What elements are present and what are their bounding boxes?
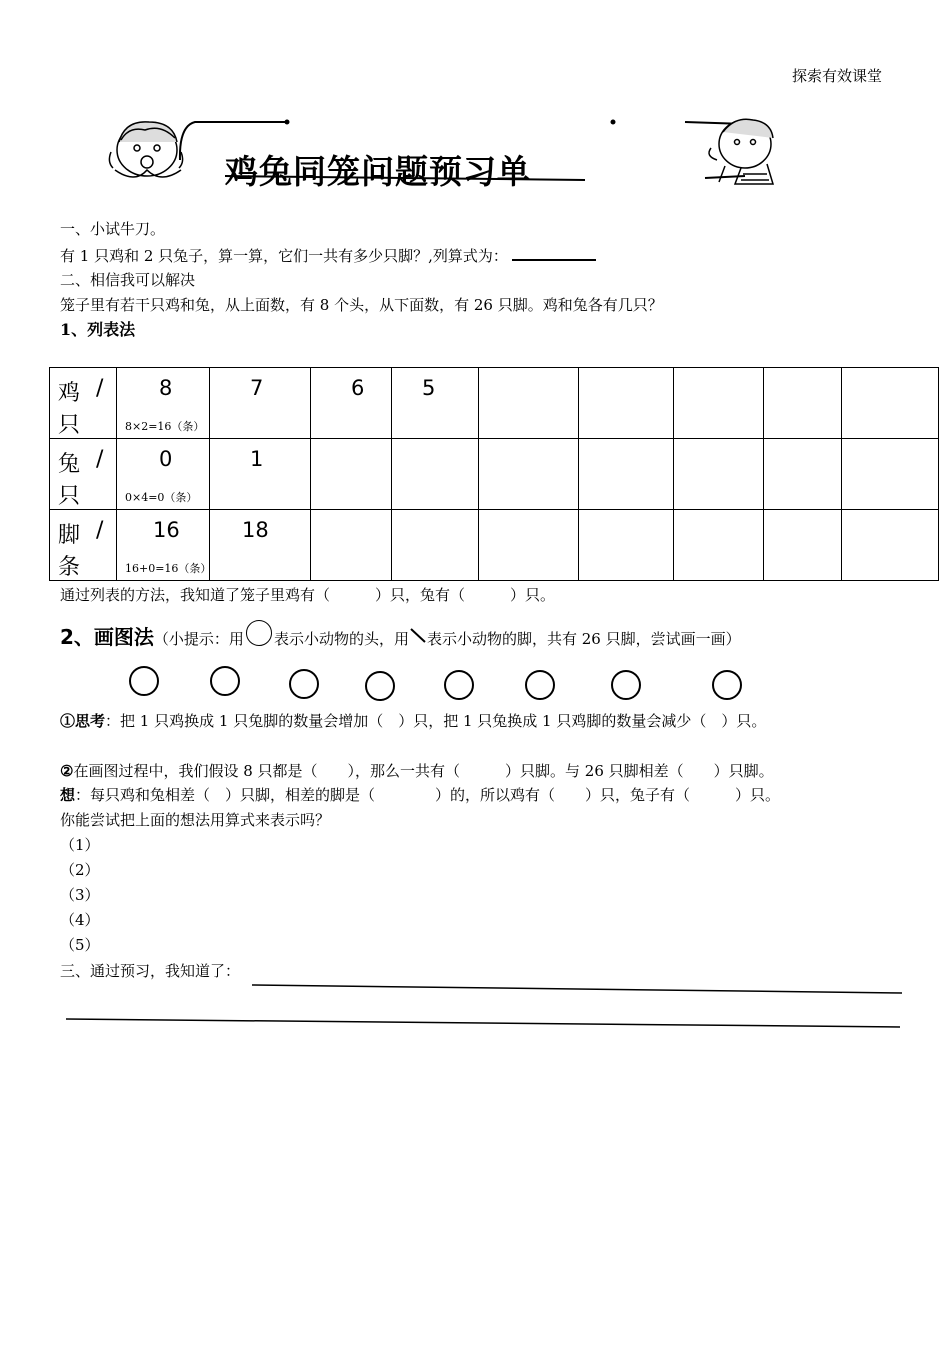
row-header-unit: 条 xyxy=(58,555,81,580)
section3-heading: 三、通过预习，我知道了： xyxy=(60,962,241,980)
think2-line xyxy=(60,761,774,781)
think2-text: 在画图过程中，我们假设 8 只都是（ ），那么一共有（ ）只脚。与 26 只脚相差（ ）只脚。 xyxy=(73,762,774,780)
row-header-label: 鸡 xyxy=(58,381,81,406)
table-cell[interactable] xyxy=(311,368,392,439)
table-cell[interactable] xyxy=(579,368,674,439)
method2-hint-part: 表示小动物的头，用 xyxy=(273,630,409,648)
think3-line xyxy=(60,785,780,805)
table-cell[interactable] xyxy=(392,510,479,581)
table-cell[interactable] xyxy=(210,368,311,439)
row-header-chicken xyxy=(50,368,117,439)
answer-blank-line[interactable] xyxy=(512,245,596,261)
row-header-unit: 只 xyxy=(58,484,81,509)
step-item: （1） xyxy=(60,836,100,854)
table-cell[interactable] xyxy=(764,368,842,439)
cell-value: 5 xyxy=(422,376,436,400)
cell-note: 0×4=0（条） xyxy=(125,491,198,504)
animal-head-circle[interactable] xyxy=(289,669,319,699)
cell-value: 1 xyxy=(250,447,264,471)
table-cell[interactable] xyxy=(311,510,392,581)
method2-label: 2、画图法 xyxy=(60,625,154,649)
animal-head-circle[interactable] xyxy=(525,670,555,700)
table-row xyxy=(50,368,939,439)
think2-marker: ② xyxy=(60,762,74,780)
table-cell[interactable] xyxy=(479,510,579,581)
table-cell[interactable] xyxy=(674,510,764,581)
think1-line xyxy=(60,711,766,731)
table-cell[interactable] xyxy=(479,439,579,510)
boy-cartoon-icon xyxy=(709,119,773,184)
cell-value: 0 xyxy=(159,447,173,471)
cell-value: 18 xyxy=(242,518,269,542)
row-header-slash: / xyxy=(96,518,104,543)
method2-hint-part: （小提示：用 xyxy=(153,630,244,648)
cell-value: 6 xyxy=(351,376,365,400)
table-cell[interactable] xyxy=(674,368,764,439)
row-header-slash: / xyxy=(96,376,104,401)
table-conclusion: 通过列表的方法，我知道了笼子里鸡有（ ）只，兔有（ ）只。 xyxy=(60,586,556,604)
row-header-label: 兔 xyxy=(58,452,81,477)
method2-line xyxy=(60,620,741,653)
table-cell[interactable] xyxy=(842,368,939,439)
table-cell[interactable] xyxy=(764,439,842,510)
cell-note: 8×2=16（条） xyxy=(125,420,205,433)
row-header-legs xyxy=(50,510,117,581)
section1-question xyxy=(60,245,596,266)
animal-head-circle[interactable] xyxy=(365,671,395,701)
step-item: （3） xyxy=(60,886,100,904)
page-title: 鸡兔同笼问题预习单 xyxy=(225,152,531,191)
row-header-unit: 只 xyxy=(58,413,81,438)
method1-label: 1、列表法 xyxy=(60,320,136,339)
step-item: （4） xyxy=(60,911,100,929)
animal-head-circle[interactable] xyxy=(611,670,641,700)
table-row xyxy=(50,510,939,581)
table-cell[interactable] xyxy=(392,439,479,510)
table-cell[interactable] xyxy=(210,439,311,510)
table-cell[interactable] xyxy=(579,439,674,510)
row-header-label: 脚 xyxy=(58,523,81,548)
table-cell[interactable] xyxy=(210,510,311,581)
table-cell[interactable] xyxy=(392,368,479,439)
think3-text: ：每只鸡和兔相差（ ）只脚，相差的脚是（ ）的，所以鸡有（ ）只，兔子有（ ）只。 xyxy=(75,786,781,804)
cell-value: 8 xyxy=(159,376,173,400)
leg-stroke-icon xyxy=(409,625,427,643)
girl-cartoon-icon xyxy=(109,122,182,177)
table-cell[interactable] xyxy=(117,368,210,439)
think1-label: 思考 xyxy=(75,712,106,730)
section2-problem: 笼子里有若干只鸡和兔，从上面数，有 8 个头，从下面数，有 26 只脚。鸡和兔各有几只？ xyxy=(60,296,663,314)
cell-value: 7 xyxy=(250,376,264,400)
cell-value: 16 xyxy=(153,518,180,542)
animal-head-circle[interactable] xyxy=(210,666,240,696)
step-item: （5） xyxy=(60,936,100,954)
table-cell[interactable] xyxy=(842,510,939,581)
enumeration-table xyxy=(49,367,939,581)
table-cell[interactable] xyxy=(117,510,210,581)
answer-lines[interactable] xyxy=(0,975,950,1035)
table-cell[interactable] xyxy=(674,439,764,510)
table-cell[interactable] xyxy=(764,510,842,581)
header-label: 探索有效课堂 xyxy=(792,67,883,85)
table-cell[interactable] xyxy=(579,510,674,581)
section1-heading: 一、小试牛刀。 xyxy=(60,220,166,238)
row-header-slash: / xyxy=(96,447,104,472)
step-item: （2） xyxy=(60,861,100,879)
think3-label: 想 xyxy=(60,786,76,804)
head-circle-icon xyxy=(246,620,272,646)
think1-text: ：把 1 只鸡换成 1 只兔脚的数量会增加（ ）只，把 1 只兔换成 1 只鸡脚的数量会减少（ ）只。 xyxy=(105,712,767,730)
row-header-rabbit xyxy=(50,439,117,510)
think1-marker: ① xyxy=(60,712,76,730)
table-row xyxy=(50,439,939,510)
cell-note: 16+0=16（条） xyxy=(125,562,212,575)
section1-question-text: 有 1 只鸡和 2 只兔子，算一算，它们一共有多少只脚？,列算式为： xyxy=(60,247,508,265)
formula-prompt: 你能尝试把上面的想法用算式来表示吗？ xyxy=(60,811,331,829)
method2-hint-part: 表示小动物的脚，共有 26 只脚，尝试画一画） xyxy=(426,630,741,648)
table-cell[interactable] xyxy=(479,368,579,439)
animal-head-circle[interactable] xyxy=(712,670,742,700)
animal-head-circle[interactable] xyxy=(129,666,159,696)
table-cell[interactable] xyxy=(842,439,939,510)
animal-head-circle[interactable] xyxy=(444,670,474,700)
section2-heading: 二、相信我可以解决 xyxy=(60,271,196,289)
table-cell[interactable] xyxy=(117,439,210,510)
table-cell[interactable] xyxy=(311,439,392,510)
